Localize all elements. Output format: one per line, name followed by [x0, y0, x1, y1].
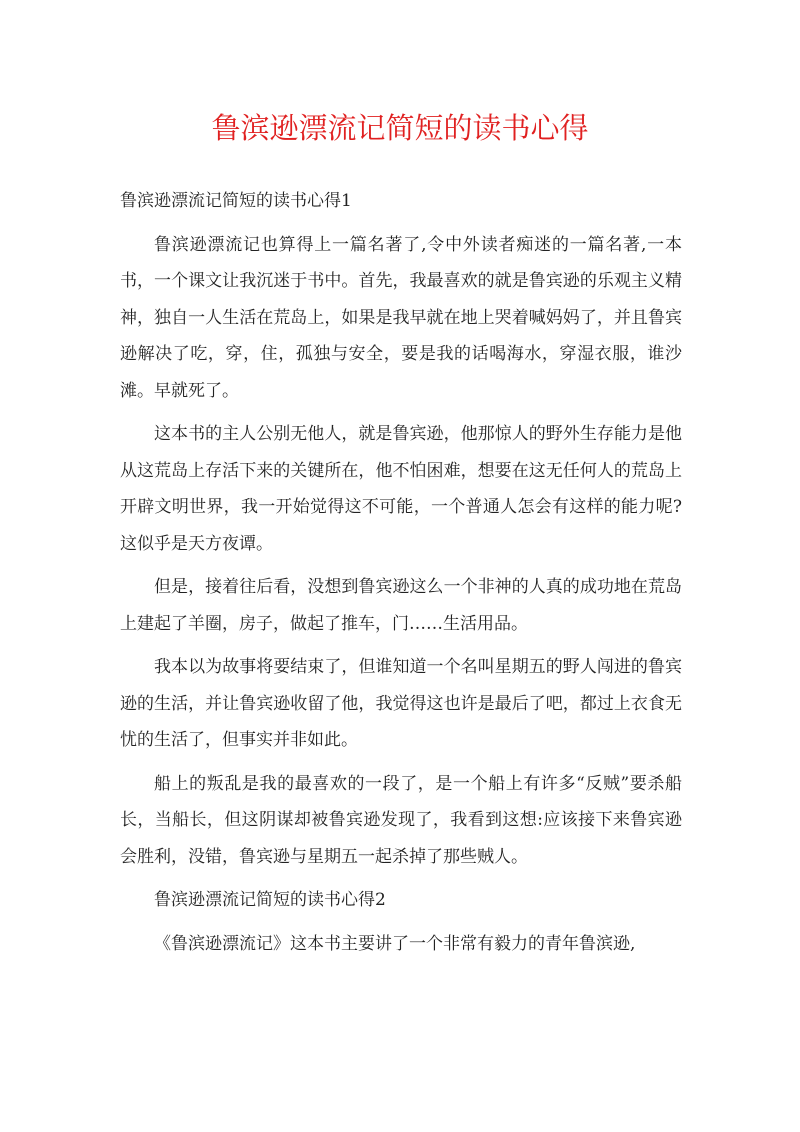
paragraph: 鲁滨逊漂流记也算得上一篇名著了,令中外读者痴迷的一篇名著,一本书，一个课文让我沉迷于书中。首先，我最喜欢的就是鲁宾逊的乐观主义精神，独自一人生活在荒岛上，如果是我早就在地上哭着喊妈妈了，并且鲁宾逊解决了吃，穿，住，孤独与安全，要是我的话喝海水，穿湿衣服，谁沙滩。早就死了。	[120, 234, 682, 401]
document-body	[120, 183, 682, 969]
paragraph: 船上的叛乱是我的最喜欢的一段了，是一个船上有许多“反贼”要杀船长，当船长，但这阴谋却被鲁宾逊发现了，我看到这想:应该接下来鲁宾逊会胜利，没错，鲁宾逊与星期五一起杀掉了那些贼人。	[120, 773, 682, 867]
section-heading-2: 鲁滨逊漂流记简短的读书心得2	[154, 890, 386, 910]
document-title: 鲁滨逊漂流记简短的读书心得	[211, 111, 589, 145]
section-heading-1: 鲁滨逊漂流记简短的读书心得1	[120, 191, 352, 211]
paragraph: 《鲁滨逊漂流记》这本书主要讲了一个非常有毅力的青年鲁滨逊,	[154, 933, 636, 954]
paragraph: 我本以为故事将要结束了，但谁知道一个名叫星期五的野人闯进的鲁宾逊的生活，并让鲁宾逊收留了他，我觉得这也许是最后了吧，都过上衣食无忧的生活了，但事实并非如此。	[120, 657, 682, 750]
paragraph: 但是，接着往后看，没想到鲁宾逊这么一个非神的人真的成功地在荒岛上建起了羊圈，房子，做起了推车，门……生活用品。	[120, 577, 682, 634]
paragraph: 这本书的主人公别无他人，就是鲁宾逊，他那惊人的野外生存能力是他从这荒岛上存活下来的关键所在，他不怕困难，想要在这无任何人的荒岛上开辟文明世界，我一开始觉得这不可能，一个普通人怎会有这样的能力呢?这似乎是天方夜谭。	[120, 424, 682, 554]
